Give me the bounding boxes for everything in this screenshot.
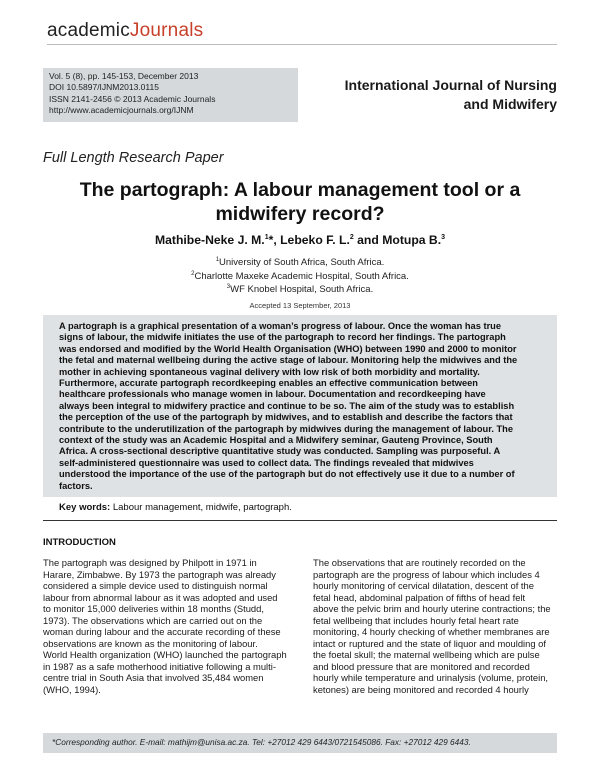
body-column-right [313,557,551,695]
journal-name-line-1: International Journal of Nursing [344,77,557,93]
body-line: centre trial in South Asia that involved 35,484 women [43,672,264,683]
logo-part-1: academic [47,20,130,41]
body-line: observations are known as the monitoring of labour. [43,637,258,649]
body-line: The observations that are routinely recorded on the [313,557,526,568]
affiliations [40,255,560,296]
abstract-line: Africa. A cross-sectional descriptive quantitative study was conducted. Sampling was purposeful. A [59,446,501,457]
logo-part-2: Journals [129,20,204,41]
abstract-line: context of the study was an Academic Hospital and a Midwifery seminar, Gauteng Province, South [59,435,493,446]
header-divider [47,44,557,45]
body-line: fetal head, abdominal palpation of fifths of head felt [313,591,526,603]
abstract-line: was endorsed and modified by the World Health Organisation (WHO) between 1990 and 2000 to monitor [59,343,517,354]
paper-title [40,178,560,226]
keywords-label: Key words: [59,502,111,513]
body-line: (WHO, 1994). [43,683,101,695]
meta-doi: DOI 10.5897/IJNM2013.0115 [49,82,159,93]
accepted-date: Accepted 13 September, 2013 [249,301,351,310]
abstract-line: understood the importance of the use of the partograph but do not effectively use it due to a number of [59,469,515,480]
abstract-line: factors. [59,480,93,491]
abstract-line: self-administered questionnaire was used to collect data. The findings revealed that midwives [59,457,474,468]
meta-volume: Vol. 5 (8), pp. 145-153, December 2013 [49,71,199,81]
abstract-line: contribute to the underutilization of the partograph by midwives during the management of labour. The [59,423,514,434]
abstract-line: mother in achieving spontaneous vaginal delivery with low risk of both morbidity and mortality. [59,366,480,377]
author-list [40,233,560,247]
abstract-line: healthcare professionals who manage women in labour. Documentation and recordkeeping have [59,389,486,400]
abstract-line: A partograph is a graphical presentation of a woman’s progress of labour. Once the woman has true [59,321,502,331]
article-type: Full Length Research Paper [43,150,224,166]
body-line: ketones) are being monitored and recorded 4 hourly [313,683,529,695]
meta-url[interactable]: http://www.academicjournals.org/IJNM [49,104,194,115]
affiliation [40,255,560,269]
author-name: Lebeko F. L. [280,233,350,247]
body-line: intact or ruptured and the state of liquor and moulding of [313,637,546,649]
author-sup: 2 [349,233,354,241]
body-line: partograph are the progress of labour which includes 4 [313,568,540,580]
introduction-heading: INTRODUCTION [43,537,116,548]
keywords [59,502,292,513]
journal-logo [47,20,203,42]
abstract-line: the fetal and maternal wellbeing during the active stage of labour. Monitoring help the midwives and the [59,355,518,366]
affiliation-sup: 1 [215,257,220,263]
abstract-line: Furthermore, accurate partograph recordkeeping enables an effective communication between [59,378,478,389]
body-line: World Health organization (WHO) launched the partograph [43,649,287,660]
affiliation-sup: 2 [191,270,195,277]
affiliation-text: WF Knobel Hospital, South Africa. [230,284,374,296]
title-line-2: midwifery record? [215,203,385,225]
body-line: the foetal skull; the maternal wellbeing which are pulse [313,649,540,660]
body-line: fetal wellbeing that includes hourly fetal heart rate [313,614,519,626]
body-line: hourly while temperature and urinalysis (volume, protein, [313,672,549,683]
author-name: Motupa B. [382,233,442,247]
affiliation [40,269,560,283]
abstract-line: signs of labour, the midwife initiates the use of the partograph to record her findings. The partograph [59,332,506,343]
abstract-line: the perception of the use of the partograph by midwives, and to establish and describe the factors that [59,412,513,423]
body-line: to monitor 15,000 deliveries within 18 months (Studd, [43,603,264,614]
journal-name [330,76,557,114]
corresponding-author-note: *Corresponding author. E-mail: mathijm@unisa.ac.za. Tel: +27012 429 6443/0721545086. Fax: +27012 429 6443. [52,737,471,747]
meta-issn: ISSN 2141-2456 © 2013 Academic Journals [49,93,216,104]
body-column-left [43,557,287,695]
body-line: monitoring, 4 hourly checking of whether membranes are [313,626,550,637]
body-line: labour from abnormal labour as it was adopted and used [43,591,278,603]
author-sup: 1 [264,233,269,241]
journal-name-line-2: and Midwifery [463,96,557,112]
abstract-line: always been integral to midwifery practice and continue to be so. The aim of the study was to establish [59,400,515,411]
body-line: in 1987 as a safe motherhood initiative following a multi- [43,660,276,672]
body-line: and blood pressure that are monitored and recorded [313,660,530,672]
author-name: Mathibe-Neke J. M. [154,233,265,247]
body-line: above the pelvic brim and hourly uterine contractions; the [313,603,551,614]
keywords-divider [43,520,557,521]
body-line: hourly monitoring of cervical dilatation, descent of the [313,580,534,591]
affiliation-sup: 3 [226,284,231,291]
author-sep: *, [268,233,281,247]
author-sep: and [353,233,383,247]
meta-info [49,71,215,116]
body-line: Harare, Zimbabwe. By 1973 the partograph was already [43,568,276,580]
affiliation-text: University of South Africa, South Africa. [219,257,385,269]
title-line-1: The partograph: A labour management tool or a [79,179,521,201]
keywords-text: Labour management, midwife, partograph. [110,502,292,513]
body-line: The partograph was designed by Philpott in 1971 in [43,557,257,568]
author-sup: 3 [441,233,446,241]
body-line: considered a simple device used to distinguish normal [43,580,268,591]
body-line: woman during labour and the accurate recording of these [43,626,281,637]
affiliation-text: Charlotte Maxeke Academic Hospital, South Africa. [194,270,409,282]
abstract [59,321,545,492]
body-line: 1973). The observations which are carried out on the [43,614,263,626]
affiliation [40,282,560,296]
